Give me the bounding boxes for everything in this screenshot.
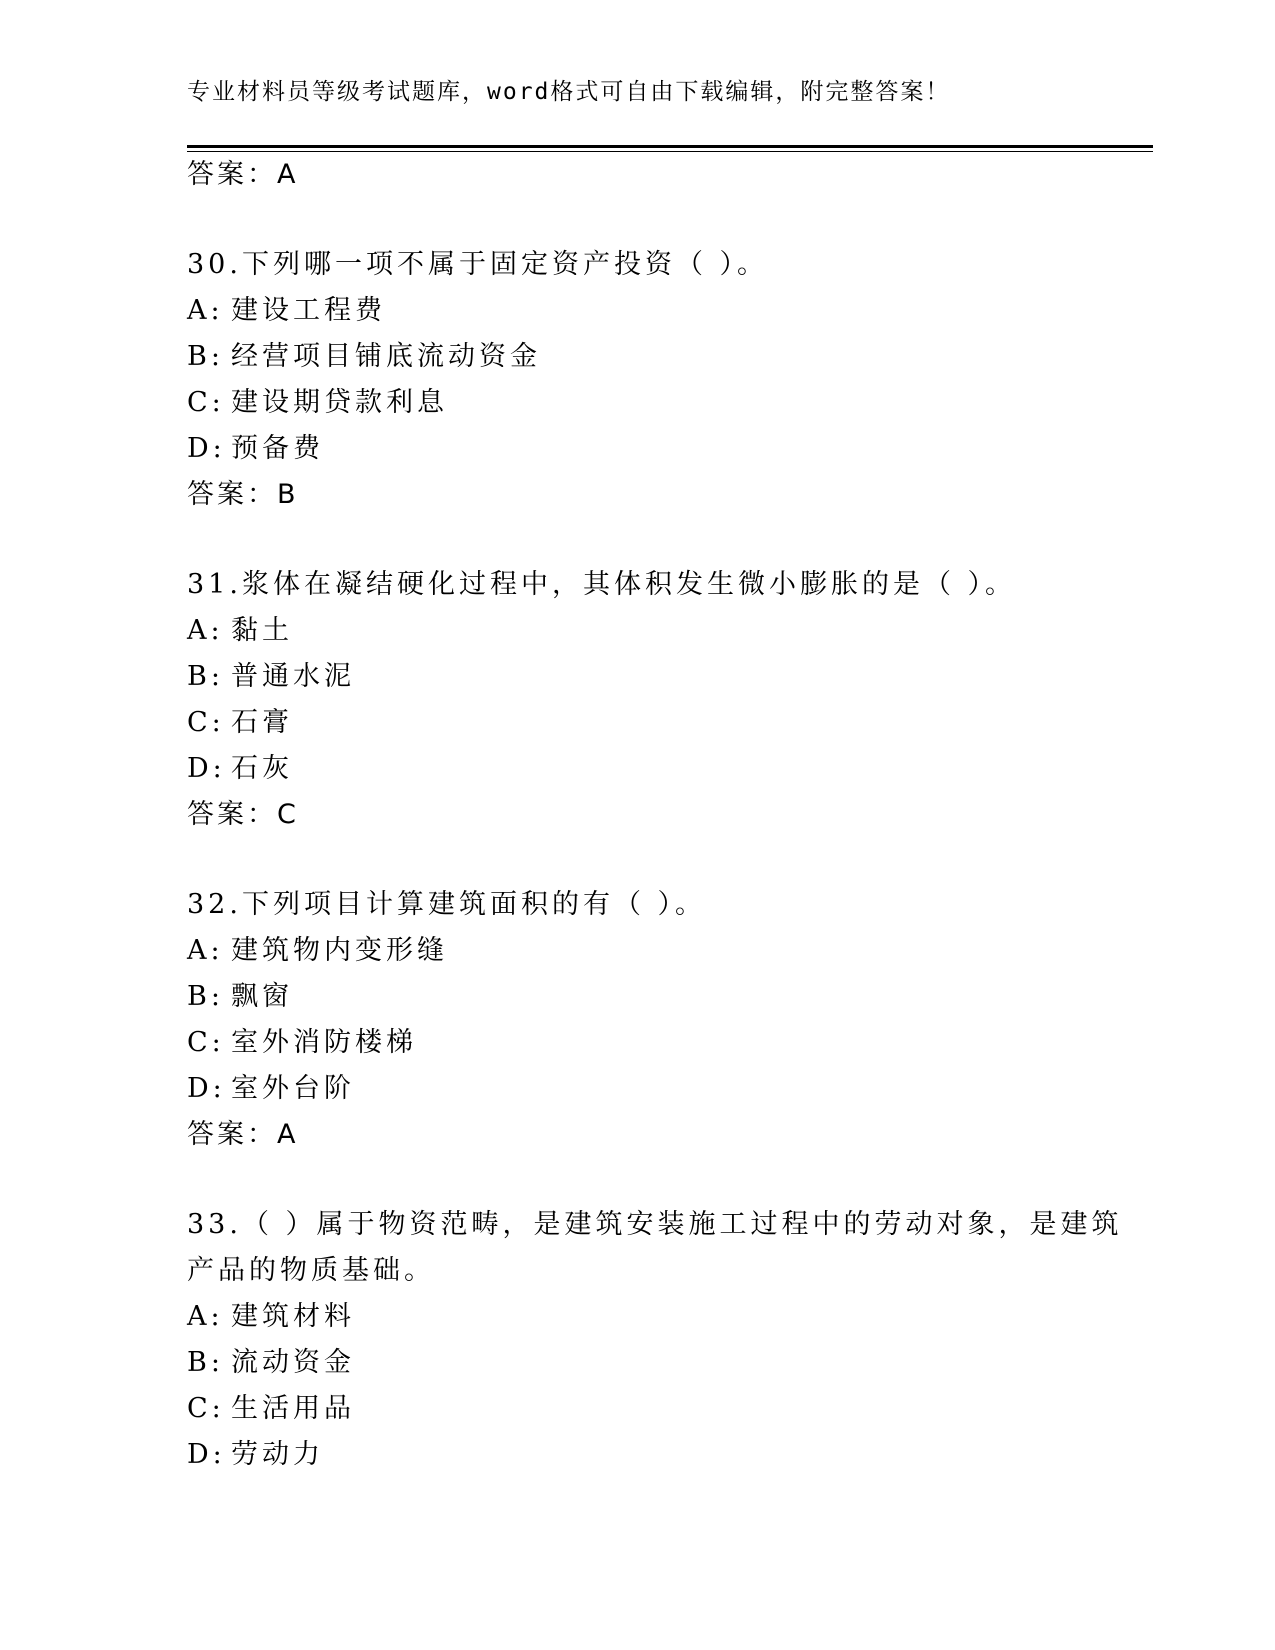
option-b (187, 654, 1153, 700)
option-text: 生活用品 (231, 1393, 355, 1424)
option-a (187, 928, 1153, 974)
option-text: 预备费 (231, 433, 324, 464)
question-block (187, 242, 1153, 518)
option-text: 普通水泥 (231, 661, 355, 692)
answer-line: 答案：A (187, 1119, 299, 1150)
option-text: 流动资金 (231, 1347, 355, 1378)
option-text: 建筑物内变形缝 (231, 935, 448, 966)
option-key: C: (187, 1027, 225, 1058)
option-key: D: (187, 1073, 226, 1104)
answer-line: 答案：C (187, 799, 299, 830)
option-key: B: (187, 1347, 224, 1378)
option-text: 建设工程费 (231, 295, 386, 326)
option-key: D: (187, 753, 226, 784)
spacer (187, 838, 1153, 882)
option-text: 建设期贷款利息 (231, 387, 448, 418)
option-key: A: (187, 1301, 224, 1332)
header-rule-thick (187, 145, 1153, 148)
option-key: B: (187, 341, 224, 372)
question-block (187, 1202, 1153, 1478)
question-text: 31.浆体在凝结硬化过程中，其体积发生微小膨胀的是（ ）。 (187, 569, 1017, 600)
question-text-continued: 产品的物质基础。 (187, 1255, 435, 1286)
option-a (187, 1294, 1153, 1340)
option-key: C: (187, 387, 225, 418)
option-d (187, 1432, 1153, 1478)
option-text: 经营项目铺底流动资金 (231, 341, 541, 372)
option-text: 室外台阶 (231, 1073, 355, 1104)
option-key: A: (187, 295, 224, 326)
option-d (187, 426, 1153, 472)
question-text: 33.（ ）属于物资范畴，是建筑安装施工过程中的劳动对象，是建筑 (187, 1209, 1123, 1240)
option-a (187, 288, 1153, 334)
question-text: 32.下列项目计算建筑面积的有（ ）。 (187, 889, 707, 920)
spacer (187, 198, 1153, 242)
option-key: C: (187, 1393, 225, 1424)
question-block (187, 562, 1153, 838)
option-key: B: (187, 981, 224, 1012)
option-key: A: (187, 615, 224, 646)
option-text: 建筑材料 (231, 1301, 355, 1332)
answer-line: 答案：B (187, 479, 299, 510)
option-b (187, 334, 1153, 380)
option-text: 飘窗 (231, 981, 293, 1012)
option-text: 黏土 (231, 615, 293, 646)
option-a (187, 608, 1153, 654)
option-key: D: (187, 1439, 226, 1470)
option-key: D: (187, 433, 226, 464)
option-c (187, 700, 1153, 746)
option-text: 石膏 (231, 707, 293, 738)
spacer (187, 518, 1153, 562)
option-text: 劳动力 (231, 1439, 324, 1470)
option-c (187, 380, 1153, 426)
spacer (187, 1158, 1153, 1202)
option-c (187, 1020, 1153, 1066)
option-b (187, 974, 1153, 1020)
option-d (187, 746, 1153, 792)
option-b (187, 1340, 1153, 1386)
question-block (187, 882, 1153, 1158)
question-text: 30.下列哪一项不属于固定资产投资（ ）。 (187, 249, 769, 280)
option-c (187, 1386, 1153, 1432)
document-body (187, 152, 1153, 1478)
option-text: 石灰 (231, 753, 293, 784)
option-key: A: (187, 935, 224, 966)
page-header: 专业材料员等级考试题库，word格式可自由下载编辑，附完整答案！ (187, 79, 951, 105)
option-key: B: (187, 661, 224, 692)
option-d (187, 1066, 1153, 1112)
option-text: 室外消防楼梯 (231, 1027, 417, 1058)
option-key: C: (187, 707, 225, 738)
previous-answer: 答案：A (187, 159, 299, 190)
